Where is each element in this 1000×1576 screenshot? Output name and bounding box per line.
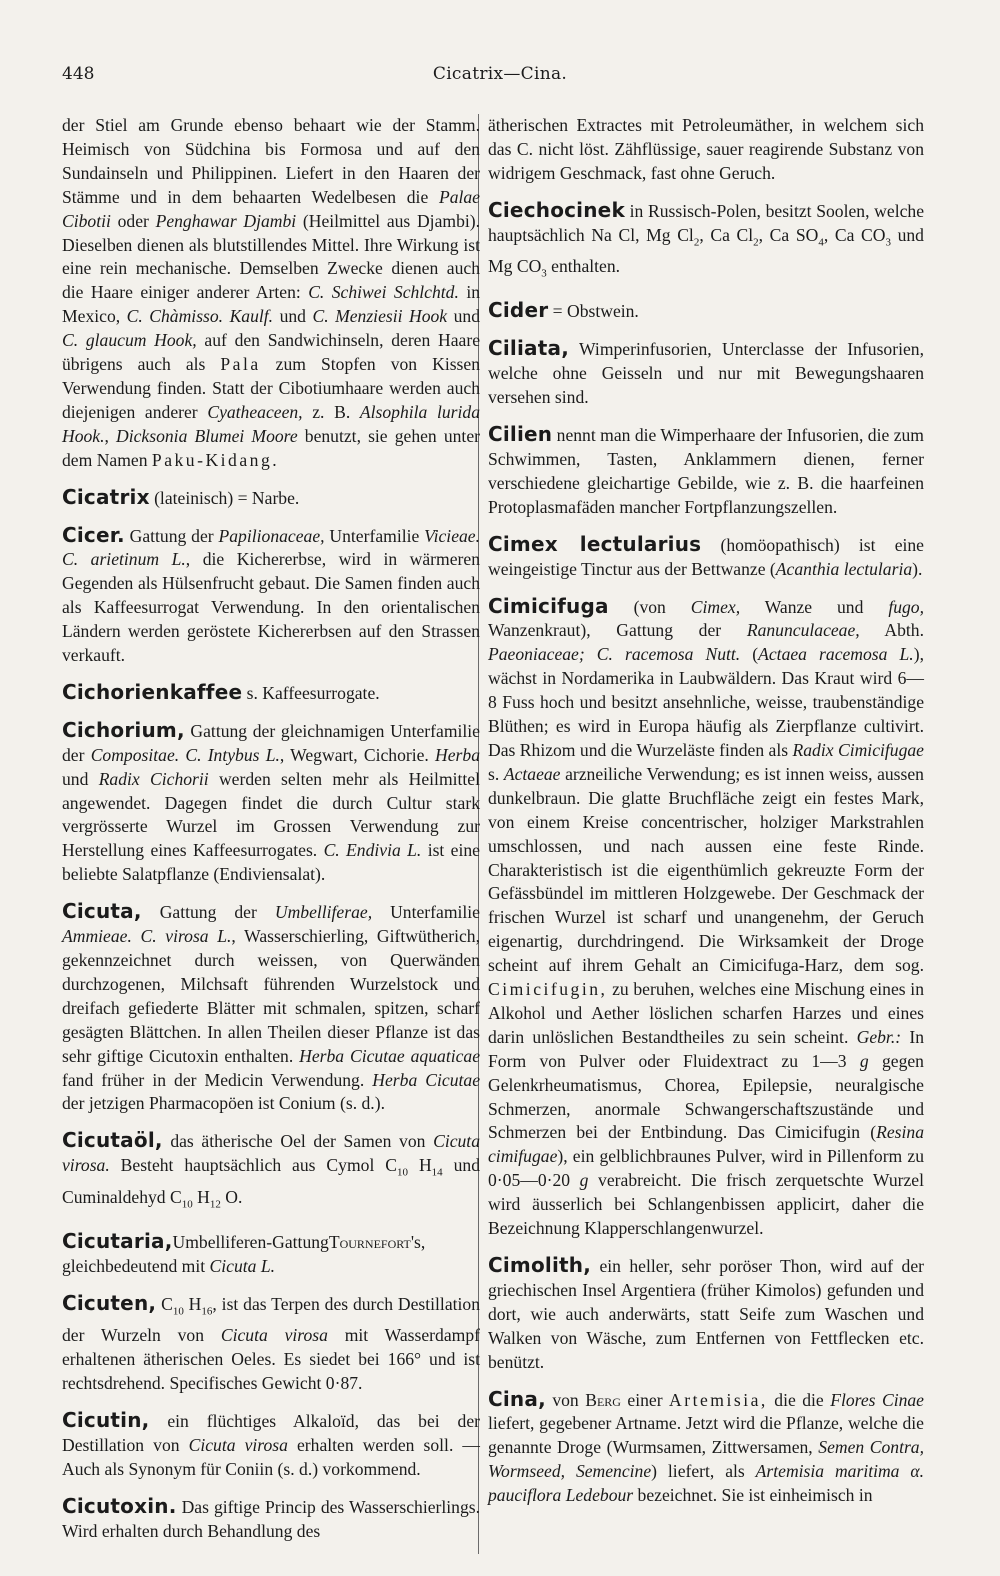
headword: Cicatrix: [62, 484, 150, 509]
right-column: [488, 114, 924, 1521]
headword: Cichorium,: [62, 717, 185, 742]
entry-continuation: der Stiel am Grunde ebenso behaart wie der Stamm. Heimisch von Südchina bis Formosa und auf den Sundainseln und Philippinen. Liefert in den Haaren der Stämme und in dem behaarten Wedelbesen die Palae Cibotii oder Penghawar Djambi (Heilmittel aus Djambi). Dieselben dienen als blutstillendes Mittel. Ihre Wirkung ist eine rein mechanische. Demselben Zwecke dienen auch die Haare einiger anderer Arten: C. Schiwei Schlchtd. in Mexico, C. Chàmisso. Kaulf. und C. Menziesii Hook und C. glaucum Hook, auf den Sandwichinseln, deren Haare übrigens auch als Pala zum Stopfen von Kissen Verwendung finden. Statt der Cibotiumhaare werden auch diejenigen anderer Cyatheaceen, z. B. Alsophila lurida Hook., Dicksonia Blumei Moore benutzt, sie gehen unter dem Namen Paku-Kidang.: [62, 115, 481, 470]
headword: Cider: [488, 298, 549, 323]
entry-ciliata: Ciliata, Wimperinfusorien, Unterclasse der Infusorien, welche ohne Geisseln und nur mit Bewegungshaaren versehen sind.: [488, 336, 924, 408]
left-column: [62, 114, 480, 1557]
headword: Cichorienkaffee: [62, 679, 243, 704]
entry-cicutaria: Cicutaria,Umbelliferen-GattungTournefort's, gleichbedeutend mit Cicuta L.: [62, 1229, 426, 1276]
headword: Cina,: [488, 1386, 546, 1411]
entry-cicer: Cicer. Gattung der Papilionaceae, Unterfamilie Vicieae. C. arietinum L., die Kichererbse, wird in wärmeren Gegenden als Hülsenfrucht gebaut. Die Samen finden auch als Kaffeesurrogat Verwendung. In den orientalischen Ländern werden geröstete Kichererbsen auf den Strassen verkauft.: [62, 522, 481, 666]
headword: Ciliata,: [488, 336, 569, 361]
entry-cichorium: Cichorium, Gattung der gleichnamigen Unterfamilie der Compositae. C. Intybus L., Wegwart, Cichorie. Herba und Radix Cichorii werden selten mehr als Heilmittel angewendet. Dagegen findet die durch Cultur stark vergrösserte Wurzel im Grossen Verwendung zur Herstellung eines Kaffeesurrogates. C. Endivia L. ist eine beliebte Salatpflanze (Endiviensalat).: [62, 717, 481, 885]
page-number: 448: [62, 64, 95, 84]
headword: Cicutin,: [62, 1408, 150, 1433]
running-title: Cicatrix—Cina.: [432, 64, 568, 84]
entry-cicutoxin: Cicutoxin. Das giftige Princip des Wasserschierlings. Wird erhalten durch Behandlung des: [62, 1493, 480, 1541]
entry-cimex: Cimex lectularius (homöopathisch) ist eine weingeistige Tinctur aus der Bettwanze (Acanthia lectularia).: [488, 531, 924, 579]
headword: Cimicifuga: [488, 593, 609, 618]
entry-continuation: ätherischen Extractes mit Petroleumäther, in welchem sich das C. nicht löst. Zähflüssige, sauer reagirende Substanz von widrigem Geschmack, fast ohne Geruch.: [488, 115, 924, 183]
headword: Cicutoxin.: [62, 1493, 177, 1518]
entry-cicutin: Cicutin, ein flüchtiges Alkaloïd, das bei der Destillation von Cicuta virosa erhalten werden soll. — Auch als Synonym für Coniin (s. d.) vorkommend.: [62, 1408, 480, 1479]
headword: Cicutaria,: [62, 1229, 173, 1254]
entry-ciechocinek: Ciechocinek in Russisch-Polen, besitzt Soolen, welche hauptsächlich Na Cl, Mg $Cl_2$, Ca $Cl_2$, Ca $SO_4$, Ca $CO_3$ und Mg $CO_3$ enthalten.: [488, 197, 924, 280]
entry-cicuten: Cicuten, $C_{10}$ $H_{16}$, ist das Terpen des durch Destillation der Wurzeln von Cicuta virosa mit Wasserdampf erhaltenen ätherischen Oeles. Es siedet bei 166° und ist rechtsdrehend. Specifisches Gewicht 0·87.: [62, 1290, 480, 1394]
headword: Cimex lectularius: [488, 531, 702, 556]
entry-cimicifuga: Cimicifuga (von Cimex, Wanze und fugo, Wanzenkraut), Gattung der Ranunculaceae, Abth. Paeoniaceae; C. racemosa Nutt. (Actaea racemosa L.), wächst in Nordamerika in Laubwäldern. Das Kraut wird 6—8 Fuss hoch und besitzt ansehnliche, weisse, traubenständige Blüthen; es wird in Europa häufig als Zierpflanze cultivirt. Das Rhizom und die Wurzeläste finden als Radix Cimicifugae s. Actaeae arzneiliche Verwendung; es ist innen weiss, aussen dunkelbraun. Die glatte Bruchfläche zeigt ein festes Mark, von einem Kreise concentrischer, holziger Markstrahlen umschlossen, und nach aussen eine feste Rinde. Charakteristisch ist die eigenthümlich gekreuzte Form der Gefässbündel im mittleren Holzgewebe. Der Geschmack der frischen Wurzel ist scharf und unangenehm, der Geruch eigenartig, durchdringend. Die Wirksamkeit der Droge scheint auf ihrem Gehalt an Cimicifuga-Harz, dem sog. Cimicifugin, zu beruhen, welches eine Mischung eines in Alkohol und Aether löslichen scharfen Harzes und eines darin unlöslichen Bestandtheiles zu sein scheint. Gebr.: In Form von Pulver oder Fluidextract zu 1—3 g gegen Gelenkrheumatismus, Chorea, Epilepsie, neuralgische Schmerzen, anormale Schwangerschaftszustände und Schmerzen bei der Entbindung. Das Cimicifugin (Resina cimifugae), ein gelblichbraunes Pulver, wird in Pillenform zu 0·05—0·20 g verabreicht. Die frisch zerquetschte Wurzel wird äusserlich bei Schlangenbissen applicirt, daher die Bezeichnung Klapperschlangenwurzel.: [488, 593, 925, 1239]
headword: Cilien: [488, 422, 553, 447]
entry-cilien: Cilien nennt man die Wimperhaare der Infusorien, die zum Schwimmen, Tasten, Anklammern dienen, ferner verschiedene gleichartige Gebilde, wie z. B. die haarfeinen Protoplasmafäden mancher Fortpflanzungszellen.: [488, 422, 924, 517]
entry-cina: Cina, von Berg einer Artemisia, die die Flores Cinae liefert, gegebener Artname. Jetzt wird die Pflanze, welche die genannte Droge (Wurmsamen, Zittwersamen, Semen Contra, Wormseed, Semencine) liefert, als Artemisia maritima α. pauciflora Ledebour bezeichnet. Sie ist einheimisch in: [488, 1386, 925, 1506]
entry-cicutaol: Cicutaöl, das ätherische Oel der Samen von Cicuta virosa. Besteht hauptsächlich aus Cymol $C_{10}$ $H_{14}$ und Cuminaldehyd $C_{10}$ $H_{12}$ O.: [62, 1128, 480, 1211]
entry-cicatrix: Cicatrix (lateinisch) = Narbe.: [62, 484, 300, 509]
entry-cider: Cider = Obstwein.: [488, 298, 639, 323]
headword: Ciechocinek: [488, 197, 625, 222]
headword: Cicutaöl,: [62, 1128, 163, 1153]
entry-cimolith: Cimolith, ein heller, sehr poröser Thon, wird auf der griechischen Insel Argentiera (früher Kimolos) gefunden und dort, wie auch anderwärts, statt Seife zum Waschen und Walken von Wäsche, zum Entfernen von Fettflecken etc. benützt.: [488, 1253, 924, 1372]
entry-cichorienkaffee: Cichorienkaffee s. Kaffeesurrogate.: [62, 679, 380, 704]
headword: Cicuta,: [62, 899, 142, 924]
entry-cicuta: Cicuta, Gattung der Umbelliferae, Unterfamilie Ammieae. C. virosa L., Wasserschierling, Giftwütherich, gekennzeichnet durch weissen, von Querwänden durchzogenen, Milchsaft führenden Wurzelstock und dreifach gefiederte Blätter mit schmalen, spitzen, scharf gesägten Blättchen. In allen Theilen dieser Pflanze ist das sehr giftige Cicutoxin enthalten. Herba Cicutae aquaticae fand früher in der Medicin Verwendung. Herba Cicutae der jetzigen Pharmacopöen ist Conium (s. d.).: [62, 899, 481, 1114]
headword: Cicuten,: [62, 1290, 157, 1315]
headword: Cicer.: [62, 522, 125, 547]
headword: Cimolith,: [488, 1253, 592, 1277]
